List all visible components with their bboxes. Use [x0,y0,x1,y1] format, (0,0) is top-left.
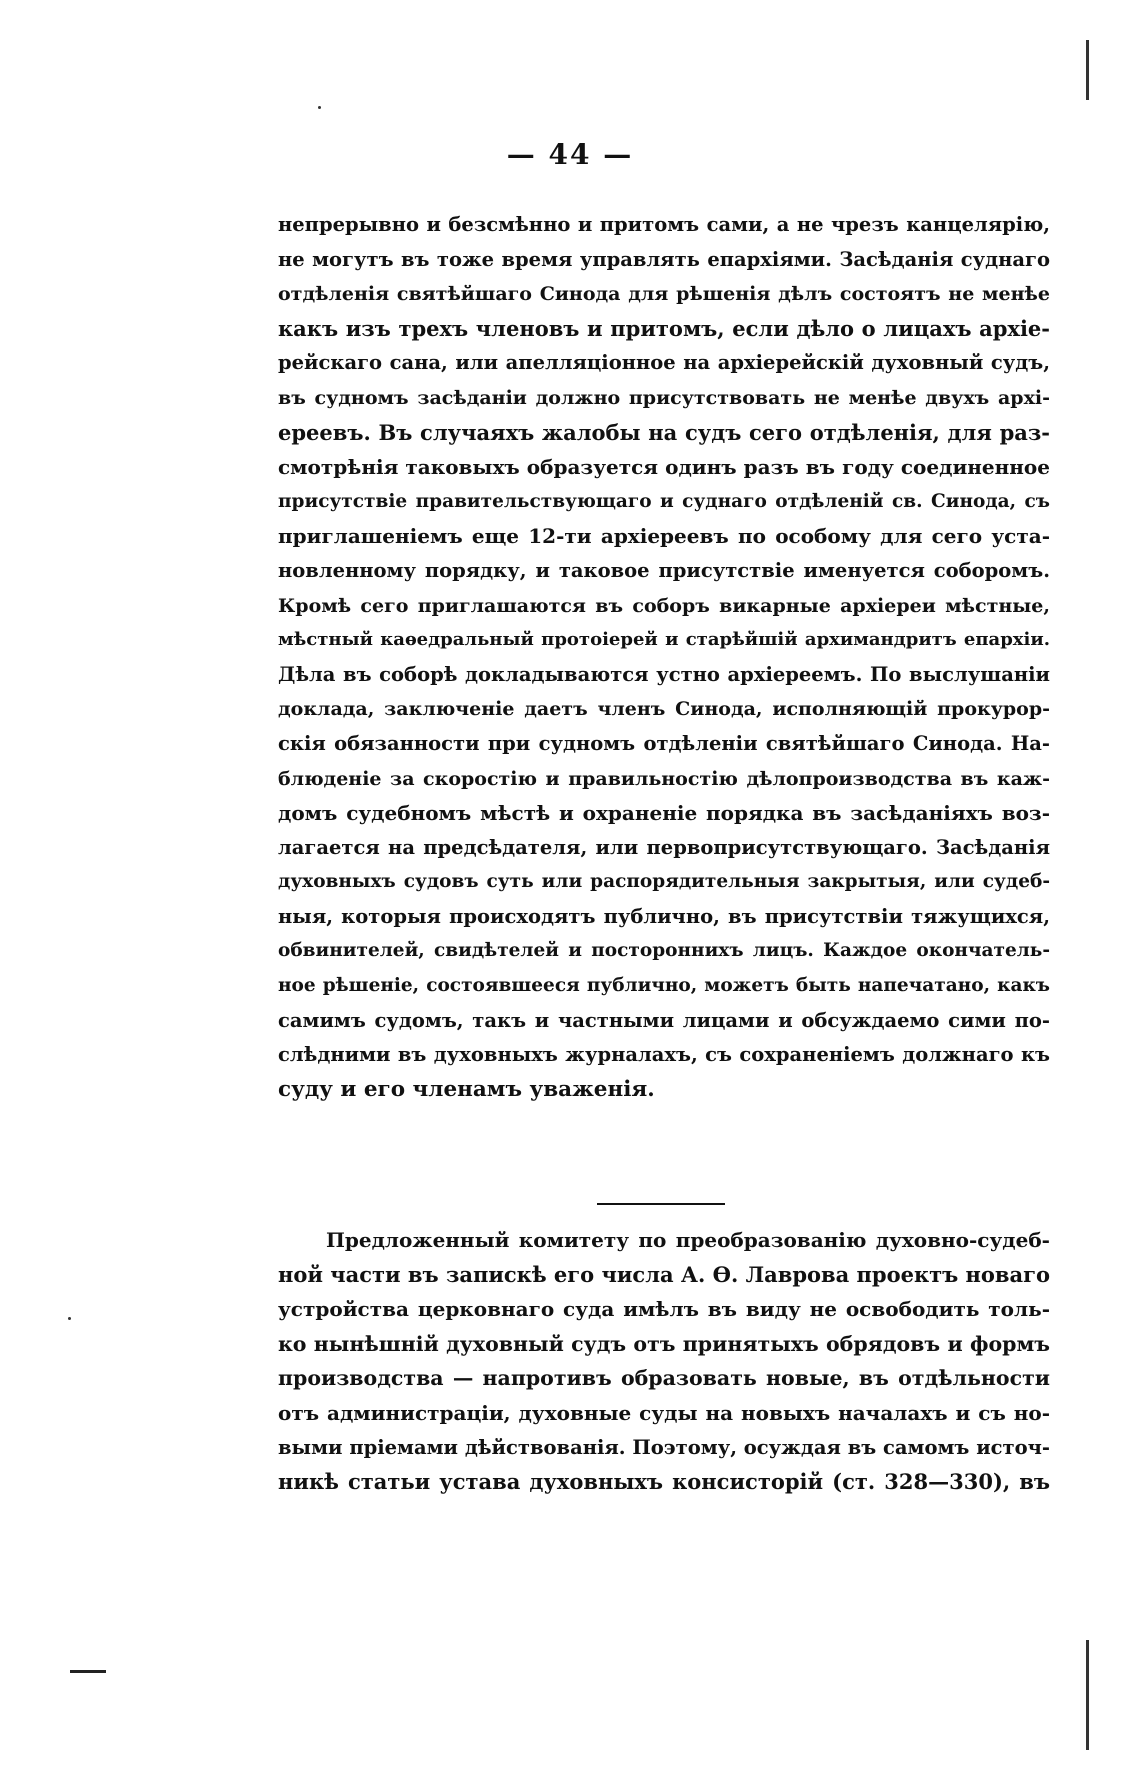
text-line: лагается на предсѣдателя, или первоприсутствующаго. Засѣданія [278,835,1050,859]
scan-edge-mark [1086,1640,1089,1750]
text-line: въ судномъ засѣданіи должно присутствовать не менѣе двухъ архі- [278,386,1050,409]
text-line: доклада, заключеніе даетъ членъ Синода, исполняющій прокурор- [278,698,1050,721]
text-line: суду и его членамъ уваженія. [278,1076,655,1102]
text-line: блюденіе за скоростію и правильностію дѣлопроизводства въ каж- [278,767,1050,790]
text-line: ное рѣшеніе, состоявшееся публично, можетъ быть напечатано, какъ [278,975,1050,997]
text-line: выми пріемами дѣйствованія. Поэтому, осуждая въ самомъ источ- [278,1435,1050,1459]
text-line: слѣдними въ духовныхъ журналахъ, съ сохраненіемъ должнаго къ [278,1043,1050,1067]
scan-speck [68,1317,71,1320]
text-line: смотрѣнія таковыхъ образуется одинъ разъ въ году соединенное [278,455,1050,480]
text-line: ныя, которыя происходятъ публично, въ присутствіи тяжущихся, [278,904,1050,928]
text-line: самимъ судомъ, такъ и частными лицами и обсуждаемо сими по- [278,1008,1050,1032]
text-line: Предложенный комитету по преобразованію духовно-судеб- [326,1228,1050,1252]
text-line: Кромѣ сего приглашаются въ соборъ викарные архіереи мѣстные, [278,594,1050,617]
text-line: ко нынѣшній духовный судъ отъ принятыхъ обрядовъ и формъ [278,1331,1050,1356]
scan-edge-mark [1086,40,1089,100]
text-line: Дѣла въ соборѣ докладываются устно архіереемъ. По выслушаніи [278,662,1050,686]
text-line: рейскаго сана, или апелляціонное на архіерейскій духовный судъ, [278,351,1050,375]
text-line: скія обязанности при судномъ отдѣленіи святѣйшаго Синода. На- [278,731,1050,755]
text-line: духовныхъ судовъ суть или распорядительныя закрытыя, или судеб- [278,871,1050,893]
paragraph-2 [278,1223,1050,1500]
page-number: — 44 — [506,138,634,171]
text-line: непрерывно и безсмѣнно и притомъ сами, а не чрезъ канцелярію, [278,213,1050,236]
text-line: обвинителей, свидѣтелей и постороннихъ лицъ. Каждое окончатель- [278,940,1050,962]
text-line: мѣстный каѳедральный протоіерей и старѣйшій архимандритъ епархіи. [278,629,1050,651]
text-line: отъ администраціи, духовные суды на новыхъ началахъ и съ но- [278,1400,1050,1425]
text-line: ереевъ. Въ случаяхъ жалобы на судъ сего отдѣленія, для раз- [278,419,1050,445]
text-line: не могутъ въ тоже время управлять епархіями. Засѣданія суднаго [278,247,1050,271]
paragraph-1 [278,208,1050,1107]
text-line: новленному порядку, и таковое присутствіе именуется соборомъ. [278,558,1050,582]
scan-margin-mark [70,1670,106,1673]
section-divider [597,1203,725,1205]
text-line: устройства церковнаго суда имѣлъ въ виду не освободить толь- [278,1297,1050,1322]
text-line: домъ судебномъ мѣстѣ и охраненіе порядка въ засѣданіяхъ воз- [278,801,1050,826]
text-line: приглашеніемъ еще 12-ти архіереевъ по особому для сего уста- [278,524,1050,549]
text-line: отдѣленія святѣйшаго Синода для рѣшенія дѣлъ состоятъ не менѣе [278,283,1050,306]
text-line: производства — напротивъ образовать новые, въ отдѣльности [278,1366,1050,1391]
text-line: присутствіе правительствующаго и суднаго отдѣленій св. Синода, съ [278,490,1050,512]
scan-speck [318,106,321,109]
text-line: никѣ статьи устава духовныхъ консисторій (ст. 328—330), въ [278,1469,1050,1495]
text-line: какъ изъ трехъ членовъ и притомъ, если дѣло о лицахъ архіе- [278,315,1050,341]
text-line: ной части въ запискѣ его числа А. Ѳ. Лаврова проектъ новаго [278,1261,1051,1287]
